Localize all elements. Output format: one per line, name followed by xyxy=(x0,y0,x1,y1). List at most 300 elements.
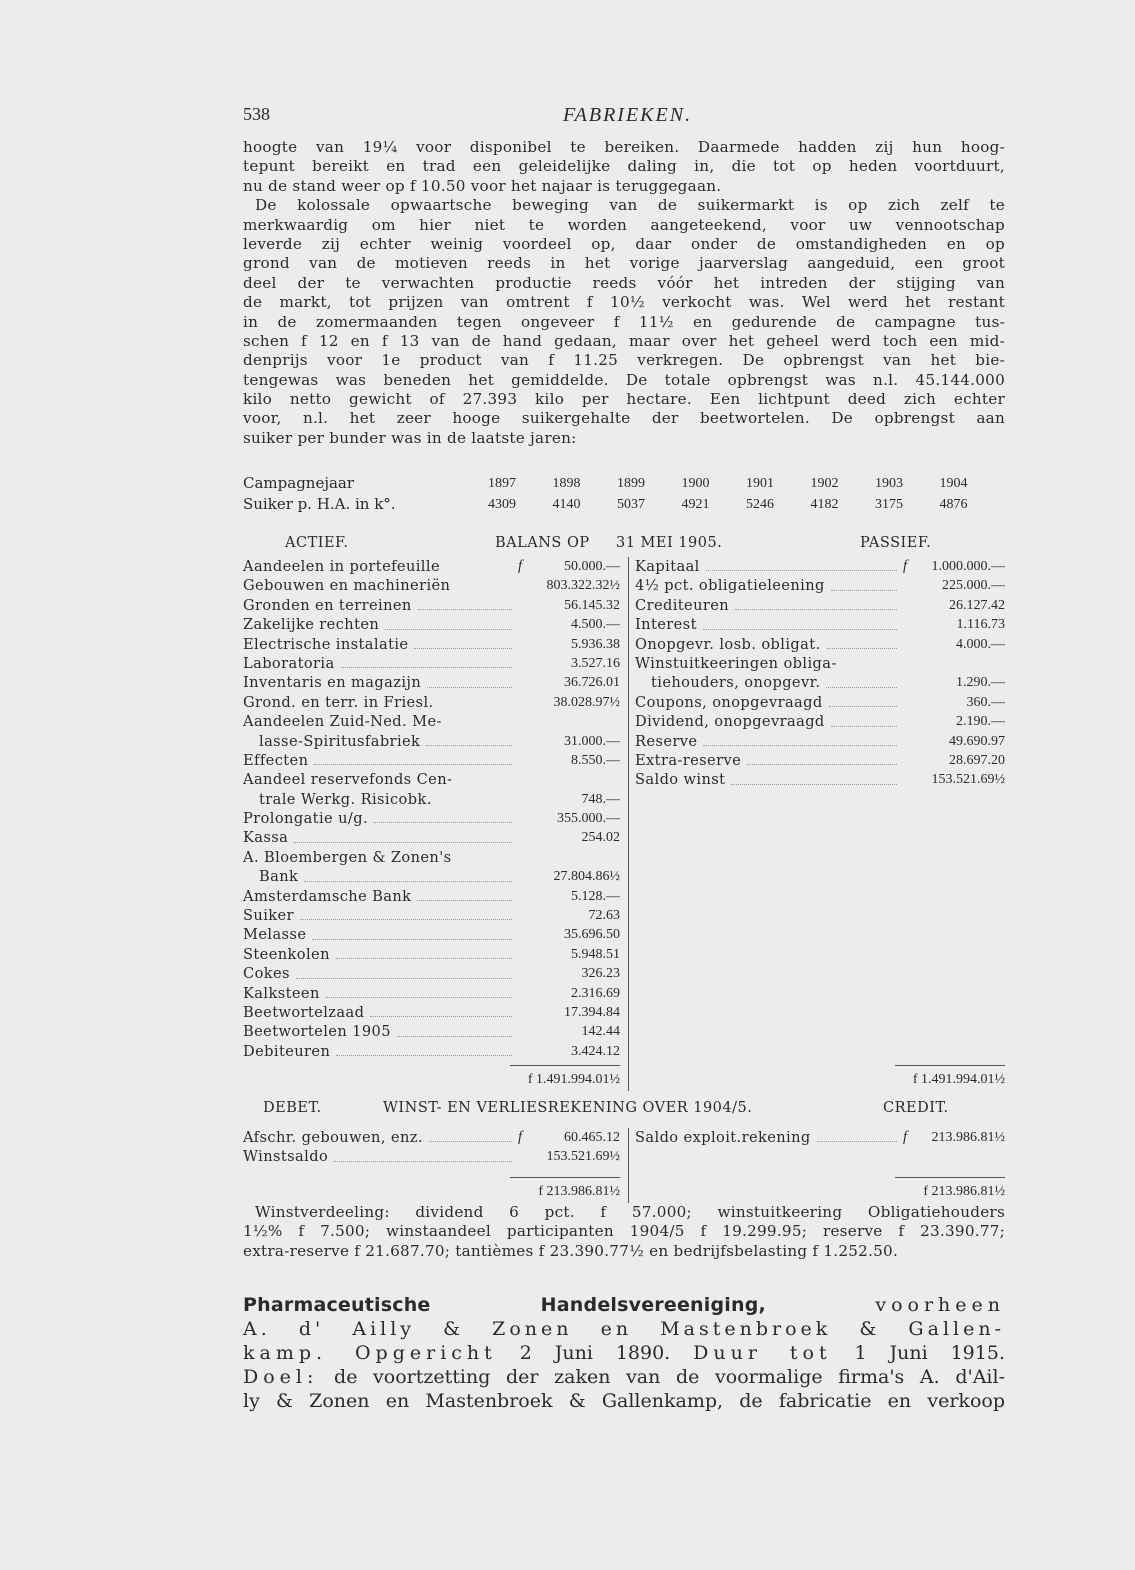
paragraph-line: deel der te verwachten productie reeds vóór het intreden der stijging van xyxy=(243,273,1005,292)
right-entry xyxy=(629,848,1005,867)
spacer xyxy=(434,693,518,712)
entry-label: Dividend, onopgevraagd xyxy=(635,713,825,731)
entry-amount xyxy=(913,654,1005,673)
left-entry xyxy=(243,732,629,751)
entry-label: Aandeelen in portefeuille xyxy=(243,558,440,575)
yield-years-row xyxy=(243,473,1005,494)
year-cell: 1897 xyxy=(488,476,516,491)
ledger-row xyxy=(243,1042,1005,1061)
yield-value-cell: 3175 xyxy=(875,497,903,512)
right-entry xyxy=(629,984,1005,1003)
entry-label: Winstuitkeeringen obliga- xyxy=(635,654,837,672)
left-entry xyxy=(243,654,629,673)
total-rule xyxy=(243,1061,1005,1069)
entry-label: A. Bloembergen & Zonen's xyxy=(243,848,452,866)
entry-label: Gebouwen en machineriën xyxy=(243,577,451,595)
entry-label: Winstsaldo xyxy=(243,1148,329,1166)
year-cell: 1898 xyxy=(552,476,581,491)
company-line-4 xyxy=(243,1365,1005,1389)
founded-date: 2 Juni 1890. xyxy=(519,1342,671,1364)
left-rule xyxy=(243,1167,629,1181)
entry-amount: 50.000.— xyxy=(564,559,620,574)
currency-sign xyxy=(518,1042,528,1061)
entry-label: Reserve xyxy=(635,732,698,750)
left-rule xyxy=(243,1061,629,1069)
entry-amount: 142.44 xyxy=(581,1024,620,1040)
body-paragraph xyxy=(243,138,1005,448)
right-total: f 1.491.994.01½ xyxy=(912,1072,1005,1088)
year-cell: 1899 xyxy=(617,476,645,491)
entry-amount: 60.465.12 xyxy=(564,1130,620,1145)
spacer xyxy=(452,848,518,867)
left-entry xyxy=(243,751,629,770)
currency-sign: f xyxy=(518,1129,523,1145)
dot-leader xyxy=(336,1042,512,1056)
entry-label: Bank xyxy=(259,868,299,886)
paragraph-line: tengewas was beneden het gemiddelde. De totale opbrengst was n.l. 45.144.000 xyxy=(243,370,1005,389)
entry-label: Amsterdamsche Bank xyxy=(243,887,412,905)
entry-amount: 5.128.— xyxy=(571,888,620,904)
left-entry xyxy=(243,906,629,925)
entry-label: tiehouders, onopgevr. xyxy=(651,674,821,692)
currency-sign xyxy=(518,790,528,809)
ledger-row xyxy=(243,906,1005,925)
right-entry xyxy=(629,809,1005,828)
dot-leader xyxy=(426,732,512,746)
right-entry xyxy=(629,1147,1005,1166)
left-entry xyxy=(243,770,629,789)
entry-amount: 1.116.73 xyxy=(956,617,1005,633)
right-entry xyxy=(629,673,1005,692)
left-entry xyxy=(243,984,629,1003)
ledger-row xyxy=(243,770,1005,789)
ledger-row xyxy=(243,945,1005,964)
entry-label: Grond. en terr. in Friesl. xyxy=(243,693,434,711)
entry-amount xyxy=(528,848,620,867)
dot-leader xyxy=(312,925,512,939)
left-entry xyxy=(243,693,629,712)
entry-amount: 17.394.84 xyxy=(564,1004,620,1020)
entry-amount: 26.127.42 xyxy=(949,597,1005,613)
ledger-row xyxy=(243,693,1005,712)
yield-value-cell: 4309 xyxy=(488,497,516,512)
left-entry xyxy=(243,1128,629,1147)
entry-label: Zakelijke rechten xyxy=(243,616,380,634)
right-entry xyxy=(629,790,1005,809)
dot-leader xyxy=(817,1128,897,1142)
purpose-text: de voortzetting der zaken van de voormalige firma's A. d'Ail- xyxy=(334,1366,1005,1388)
liabilities-heading: PASSIEF. xyxy=(860,535,932,551)
paragraph-line: De kolossale opwaartsche beweging van de suikermarkt is op zich zelf te xyxy=(255,196,1005,215)
rule-line xyxy=(510,1065,620,1066)
currency-sign xyxy=(903,654,913,673)
currency-sign xyxy=(518,770,528,789)
ledger-row xyxy=(243,925,1005,944)
currency-sign xyxy=(903,673,913,692)
ledger-row xyxy=(243,635,1005,654)
entry-label: Debiteuren xyxy=(243,1042,331,1060)
left-entry xyxy=(243,867,629,886)
dot-leader xyxy=(397,1022,512,1036)
entry-label: Gronden en terreinen xyxy=(243,596,412,614)
paragraph-line: suiker per bunder was in de laatste jaren: xyxy=(243,428,577,447)
currency-sign xyxy=(518,693,528,712)
ledger-row xyxy=(243,984,1005,1003)
right-entry xyxy=(629,712,1005,731)
entry-amount: 213.986.81½ xyxy=(931,1130,1005,1145)
entry-amount: 225.000.— xyxy=(942,578,1005,594)
right-rule xyxy=(629,1061,1005,1069)
currency-sign xyxy=(903,596,913,615)
entry-label: Suiker xyxy=(243,907,294,925)
distribution-line: 1½% f 7.500; winstaandeel participanten 1904/5 f 19.299.95; reserve f 23.390.77; xyxy=(243,1222,1005,1241)
entry-label: Inventaris en magazijn xyxy=(243,674,422,692)
left-entry xyxy=(243,1022,629,1041)
entry-label: Extra-reserve xyxy=(635,751,742,769)
entry-label: Coupons, onopgevraagd xyxy=(635,693,823,711)
dot-leader xyxy=(831,576,897,590)
ledger-row xyxy=(243,867,1005,886)
rule-line xyxy=(510,1177,620,1178)
right-entry xyxy=(629,867,1005,886)
right-entry xyxy=(629,732,1005,751)
dot-leader xyxy=(429,1128,512,1142)
duration-date: 1 Juni 1915. xyxy=(854,1342,1005,1364)
right-entry xyxy=(629,615,1005,634)
dot-leader xyxy=(418,596,512,610)
ledger-row xyxy=(243,596,1005,615)
yield-value-cell: 5037 xyxy=(617,497,645,512)
spacer xyxy=(450,576,518,595)
dot-leader xyxy=(385,615,512,629)
entry-amount xyxy=(528,712,620,731)
dot-leader xyxy=(747,751,897,765)
dot-leader xyxy=(706,557,897,571)
entry-label: Beetwortelen 1905 xyxy=(243,1023,391,1041)
entry-amount: 153.521.69½ xyxy=(931,772,1005,788)
left-entry xyxy=(243,809,629,828)
right-entry xyxy=(629,1128,1005,1147)
assets-heading: ACTIEF. xyxy=(285,535,349,551)
currency-sign xyxy=(518,925,528,944)
dot-leader xyxy=(826,673,897,687)
left-entry xyxy=(243,945,629,964)
right-entry xyxy=(629,557,1005,576)
year-cell: 1901 xyxy=(746,476,774,491)
dot-leader xyxy=(703,732,897,746)
right-entry xyxy=(629,576,1005,595)
right-entry xyxy=(629,906,1005,925)
entry-amount: 1.000.000.— xyxy=(931,559,1005,574)
right-entry xyxy=(629,925,1005,944)
dot-leader xyxy=(414,635,512,649)
yield-value-cell: 4182 xyxy=(810,497,839,512)
balance-heading xyxy=(243,535,1005,555)
right-entry xyxy=(629,770,1005,789)
values-label: Suiker p. H.A. in k°. xyxy=(243,495,396,513)
currency-sign: f xyxy=(903,558,908,574)
entry-label: Afschr. gebouwen, enz. xyxy=(243,1129,423,1146)
paragraph-line: leverde zij echter weinig voordeel op, daar onder de omstandigheden en op xyxy=(243,234,1005,253)
entry-label: Beetwortelzaad xyxy=(243,1003,365,1021)
left-entry xyxy=(243,790,629,809)
totals-row xyxy=(243,1181,1005,1203)
dot-leader xyxy=(294,828,512,842)
entry-amount: 3.527.16 xyxy=(571,655,620,671)
page-header xyxy=(243,104,1005,128)
paragraph-line: schen f 12 en f 13 van de hand gedaan, maar over het geheel werd toch een mid- xyxy=(243,331,1005,350)
company-line-3 xyxy=(243,1341,1005,1365)
entry-label: Effecten xyxy=(243,751,309,769)
dot-leader xyxy=(296,964,512,978)
yield-value-cell: 4140 xyxy=(552,497,581,512)
currency-sign xyxy=(903,635,913,654)
paragraph-line: voor, n.l. het zeer hooge suikergehalte der beetwortelen. De opbrengst aan xyxy=(243,409,1005,428)
dot-leader xyxy=(735,596,897,610)
company-line-1 xyxy=(243,1293,1005,1317)
company-name: Pharmaceutische Handelsvereeniging, xyxy=(243,1294,766,1316)
right-entry xyxy=(629,596,1005,615)
currency-sign xyxy=(518,635,528,654)
currency-sign xyxy=(518,945,528,964)
ledger-row xyxy=(243,673,1005,692)
entry-amount: 355.000.— xyxy=(557,811,620,827)
ledger-row xyxy=(243,576,1005,595)
entry-label: 4½ pct. obligatieleening xyxy=(635,577,825,595)
entry-amount: 8.550.— xyxy=(571,752,620,768)
left-entry xyxy=(243,1042,629,1061)
entry-amount: 1.290.— xyxy=(956,675,1005,691)
currency-sign: f xyxy=(518,558,523,574)
entry-label: Aandeel reservefonds Cen- xyxy=(243,771,453,789)
paragraph-line: tepunt bereikt en trad een geleidelijke daling in, die tot op heden voortduurt, xyxy=(243,157,1005,176)
left-entry xyxy=(243,848,629,867)
page-number: 538 xyxy=(243,104,270,124)
ledger-row xyxy=(243,828,1005,847)
currency-sign xyxy=(518,906,528,925)
currency-sign xyxy=(903,615,913,634)
profit-loss-heading xyxy=(243,1100,1005,1120)
entry-amount: 27.804.86½ xyxy=(553,869,620,885)
left-entry xyxy=(243,1003,629,1022)
currency-sign xyxy=(518,596,528,615)
dot-leader xyxy=(374,809,512,823)
rule-line xyxy=(895,1065,1005,1066)
right-entry xyxy=(629,1022,1005,1041)
dot-leader xyxy=(427,673,512,687)
profit-loss-title: WINST- EN VERLIESREKENING OVER 1904/5. xyxy=(383,1100,753,1116)
right-entry xyxy=(629,945,1005,964)
ledger-row xyxy=(243,654,1005,673)
totals-row xyxy=(243,1069,1005,1091)
year-cell: 1903 xyxy=(875,476,903,491)
ledger-row xyxy=(243,1003,1005,1022)
entry-label: Kalksteen xyxy=(243,984,320,1002)
currency-sign xyxy=(518,1147,528,1166)
year-cell: 1902 xyxy=(810,476,839,491)
entry-label: Kassa xyxy=(243,829,289,847)
entry-amount: 49.690.97 xyxy=(949,733,1005,749)
entry-label: Melasse xyxy=(243,926,307,944)
currency-sign xyxy=(518,964,528,983)
balance-title: BALANS OP xyxy=(495,535,590,551)
paragraph-line: kilo netto gewicht of 27.393 kilo per hectare. Een lichtpunt deed zich echter xyxy=(243,390,1005,409)
dot-leader xyxy=(827,635,897,649)
credit-heading: CREDIT. xyxy=(883,1100,949,1116)
currency-sign xyxy=(518,887,528,906)
ledger-row xyxy=(243,1147,1005,1166)
duration-label: Duur tot xyxy=(693,1342,832,1364)
debit-heading: DEBET. xyxy=(263,1100,322,1116)
paragraph-line: hoogte van 19¼ voor disponibel te bereiken. Daarmede hadden zij hun hoog- xyxy=(243,138,1005,156)
paragraph-line: de markt, tot prijzen van omtrent f 10½ verkocht was. Wel werd het restant xyxy=(243,293,1005,312)
entry-label: lasse-Spiritusfabriek xyxy=(259,732,421,750)
ledger-row xyxy=(243,751,1005,770)
yield-value-cell: 4921 xyxy=(681,497,710,512)
right-entry xyxy=(629,1042,1005,1061)
ledger-row xyxy=(243,732,1005,751)
year-cell: 1900 xyxy=(681,476,710,491)
paragraph-line: nu de stand weer op f 10.50 voor het najaar is teruggegaan. xyxy=(243,176,722,195)
currency-sign xyxy=(518,751,528,770)
entry-label: Interest xyxy=(635,616,697,634)
currency-sign xyxy=(903,693,913,712)
currency-sign xyxy=(518,732,528,751)
left-entry xyxy=(243,576,629,595)
entry-amount: 5.936.38 xyxy=(571,636,620,652)
yield-values-row xyxy=(243,494,1005,515)
entry-amount: 35.696.50 xyxy=(564,927,620,943)
entry-label: Aandeelen Zuid-Ned. Me- xyxy=(243,713,442,731)
entry-amount: 326.23 xyxy=(581,966,620,982)
currency-sign xyxy=(903,712,913,731)
dot-leader xyxy=(334,1147,512,1161)
spacer xyxy=(432,790,518,809)
entry-amount: 2.316.69 xyxy=(571,985,620,1001)
entry-label: Saldo winst xyxy=(635,771,726,789)
dot-leader xyxy=(326,984,512,998)
right-entry xyxy=(629,1003,1005,1022)
sugar-yield-table xyxy=(243,473,1005,515)
entry-amount: 360.— xyxy=(966,694,1005,710)
entry-label: Onopgevr. losb. obligat. xyxy=(635,635,821,653)
ledger-row xyxy=(243,887,1005,906)
dot-leader xyxy=(417,887,512,901)
entry-label: Kapitaal xyxy=(635,558,700,575)
left-total: f 213.986.81½ xyxy=(243,1181,629,1203)
left-total: f 1.491.994.01½ xyxy=(243,1069,629,1091)
right-entry xyxy=(629,751,1005,770)
right-rule xyxy=(629,1167,1005,1181)
entry-label: Prolongatie u/g. xyxy=(243,810,368,828)
entry-label: Crediteuren xyxy=(635,596,730,614)
left-entry xyxy=(243,615,629,634)
company-line-2: A. d' Ailly & Zonen en Mastenbroek & Gallen- xyxy=(243,1318,1005,1340)
founded-label: kamp. Opgericht xyxy=(243,1342,497,1364)
currency-sign xyxy=(518,576,528,595)
balance-date: 31 MEI 1905. xyxy=(616,535,723,551)
left-entry xyxy=(243,596,629,615)
ledger-row xyxy=(243,1128,1005,1147)
dot-leader xyxy=(300,906,512,920)
entry-amount: 72.63 xyxy=(588,908,620,924)
dot-leader xyxy=(831,712,897,726)
entry-amount xyxy=(528,770,620,789)
entry-label: Cokes xyxy=(243,965,290,983)
left-entry xyxy=(243,635,629,654)
entry-amount: 254.02 xyxy=(581,830,620,846)
entry-amount: 803.322.32½ xyxy=(546,578,620,594)
dot-leader xyxy=(829,693,897,707)
distribution-line: Winstverdeeling: dividend 6 pct. f 57.000; winstuitkeering Obligatiehouders xyxy=(255,1202,1005,1221)
ledger-row xyxy=(243,809,1005,828)
entry-label: Laboratoria xyxy=(243,654,335,672)
running-title: FABRIEKEN. xyxy=(563,104,693,126)
entry-label: Saldo exploit.rekening xyxy=(635,1129,811,1146)
left-entry xyxy=(243,712,629,731)
entry-amount: 56.145.32 xyxy=(564,597,620,613)
ledger-row xyxy=(243,790,1005,809)
right-entry xyxy=(629,693,1005,712)
entry-amount: 3.424.12 xyxy=(571,1043,620,1059)
spacer xyxy=(837,654,903,673)
yield-value-cell: 5246 xyxy=(746,497,774,512)
currency-sign xyxy=(903,732,913,751)
right-entry xyxy=(629,887,1005,906)
right-entry xyxy=(629,635,1005,654)
spacer xyxy=(452,770,518,789)
ledger-row xyxy=(243,557,1005,576)
dot-leader xyxy=(341,654,512,668)
entry-amount: 28.697.20 xyxy=(949,752,1005,768)
entry-amount: 4.500.— xyxy=(571,617,620,633)
dot-leader xyxy=(731,770,897,784)
ledger-row xyxy=(243,848,1005,867)
currency-sign xyxy=(518,615,528,634)
paragraph-line: merkwaardig om hier niet te worden aangeteekend, voor uw vennootschap xyxy=(243,215,1005,234)
paragraph-line: grond van de motieven reeds in het vorige jaarverslag aangeduid, een groot xyxy=(243,254,1005,273)
dot-leader xyxy=(370,1003,512,1017)
right-entry xyxy=(629,964,1005,983)
left-entry xyxy=(243,673,629,692)
distribution-line: extra-reserve f 21.687.70; tantièmes f 23.390.77½ en bedrijfsbelasting f 1.252.50. xyxy=(243,1241,899,1260)
entry-amount: 153.521.69½ xyxy=(546,1149,620,1165)
entry-amount: 2.190.— xyxy=(956,714,1005,730)
dot-leader xyxy=(703,615,897,629)
dot-leader xyxy=(304,867,512,881)
dot-leader xyxy=(336,945,512,959)
entry-amount: 5.948.51 xyxy=(571,946,620,962)
paragraph-line: denprijs voor 1e product van f 11.25 verkregen. De opbrengst van het bie- xyxy=(243,351,1005,370)
spacer xyxy=(440,557,518,576)
right-entry xyxy=(629,828,1005,847)
currency-sign xyxy=(518,809,528,828)
entry-amount: 36.726.01 xyxy=(564,675,620,691)
left-entry xyxy=(243,964,629,983)
currency-sign xyxy=(903,576,913,595)
currency-sign xyxy=(518,1022,528,1041)
ledger-row xyxy=(243,1022,1005,1041)
ledger-row xyxy=(243,615,1005,634)
entry-amount: 38.028.97½ xyxy=(553,694,620,710)
currency-sign xyxy=(518,984,528,1003)
entry-label: Electrische instalatie xyxy=(243,635,409,653)
left-entry xyxy=(243,828,629,847)
entry-amount: 748.— xyxy=(581,791,620,807)
balance-sheet xyxy=(243,557,1005,1091)
entry-label: Steenkolen xyxy=(243,945,330,963)
company-former-label: voorheen xyxy=(875,1294,1005,1316)
